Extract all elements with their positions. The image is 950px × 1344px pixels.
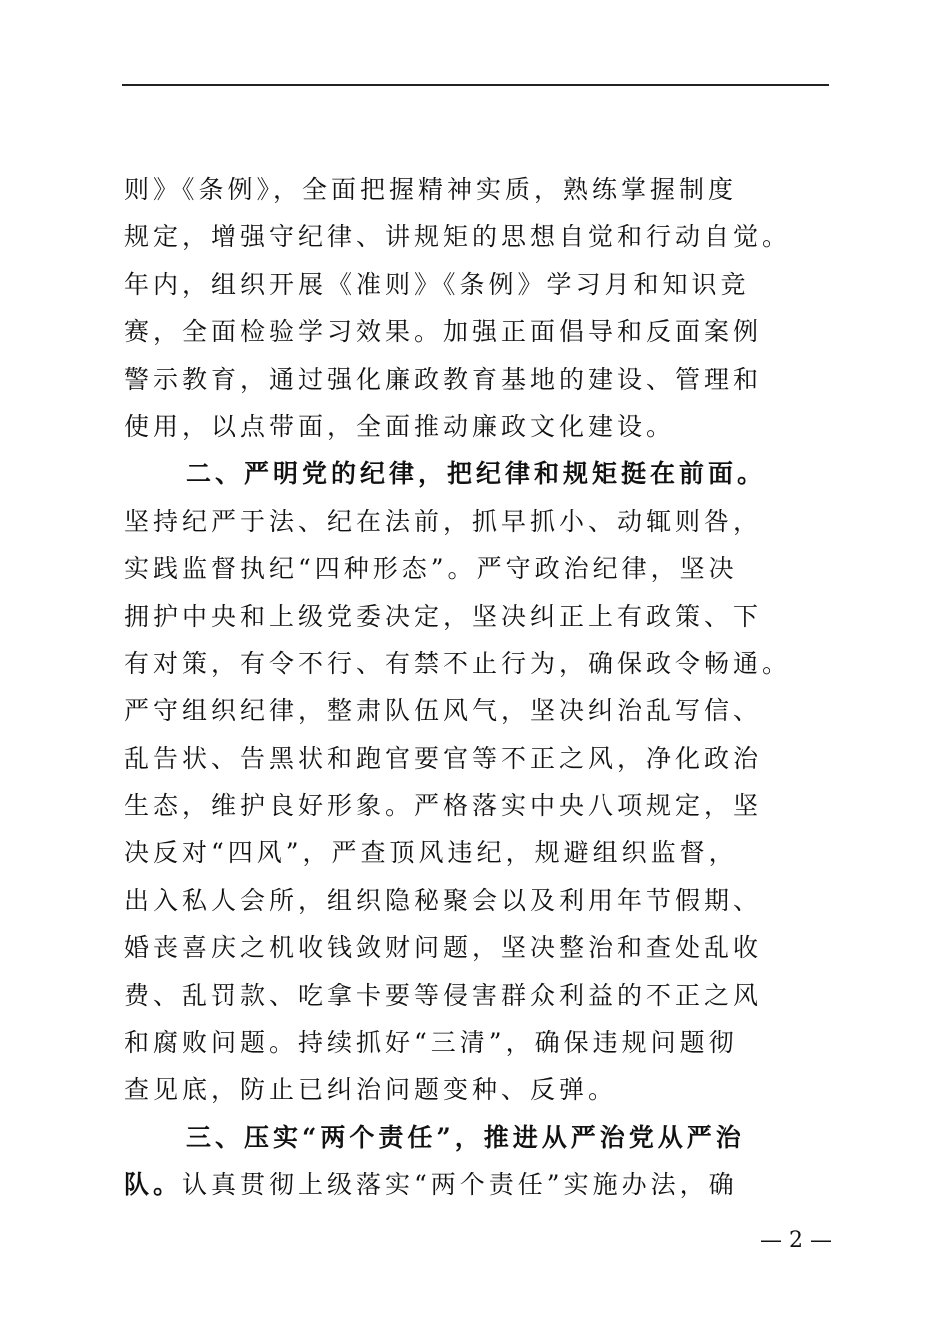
line-text: 赛，全面检验学习效果。加强正面倡导和反面案例: [124, 317, 763, 347]
text-line: [124, 687, 824, 734]
text-line: [124, 593, 824, 640]
line-text: 有对策，有令不行、有禁不止行为，确保政令畅通。: [124, 648, 792, 678]
line-text: 年内，组织开展《准则》《条例》学习月和知识竞: [124, 269, 750, 299]
text-line: [124, 1066, 824, 1113]
line-text: 和腐败问题。持续抓好“三清”，确保违规问题彻: [124, 1028, 738, 1058]
text-line: [124, 356, 824, 403]
line-text: 出入私人会所，组织隐秘聚会以及利用年节假期、: [124, 885, 763, 915]
line-text: 实践监督执纪“四种形态”。严守政治纪律，坚决: [124, 554, 738, 584]
text-line: [124, 1019, 824, 1066]
header-rule: [122, 84, 829, 86]
text-line: [124, 213, 824, 260]
text-line: [124, 782, 824, 829]
line-text: 拥护中央和上级党委决定，坚决纠正上有政策、下: [124, 601, 763, 631]
document-body: [124, 166, 824, 1209]
line-text: 乱告状、告黑状和跑官要官等不正之风，净化政治: [124, 743, 763, 773]
text-line: [124, 261, 824, 308]
line-text: 认真贯彻上级落实“两个责任”实施办法，确: [182, 1170, 738, 1200]
line-text: 坚持纪严于法、纪在法前，抓早抓小、动辄则咎，: [124, 506, 763, 536]
text-line: [124, 166, 824, 213]
line-text: 婚丧喜庆之机收钱敛财问题，坚决整治和查处乱收: [124, 933, 763, 963]
line-text: 决反对“四风”，严查顶风违纪，规避组织监督，: [124, 838, 738, 868]
line-text: 查见底，防止已纠治问题变种、反弹。: [124, 1075, 618, 1105]
section-heading: 队。: [124, 1170, 183, 1200]
page-number: — 2 —: [760, 1228, 832, 1253]
text-line: [124, 735, 824, 782]
text-line: [124, 403, 824, 450]
text-line: [124, 877, 824, 924]
line-text: 费、乱罚款、吃拿卡要等侵害群众利益的不正之风: [124, 980, 763, 1010]
line-text: 严守组织纪律，整肃队伍风气，坚决纠治乱写信、: [124, 696, 763, 726]
line-text: 警示教育，通过强化廉政教育基地的建设、管理和: [124, 364, 763, 394]
section-heading: 三、压实“两个责任”，推进从严治党从严治: [186, 1122, 745, 1152]
text-line: [124, 308, 824, 355]
line-text: 则》《条例》，全面把握精神实质，熟练掌握制度: [124, 175, 738, 204]
text-line: [124, 640, 824, 687]
line-text: 生态，维护良好形象。严格落实中央八项规定，坚: [124, 791, 763, 821]
text-line: [124, 450, 824, 497]
text-line: [124, 1114, 824, 1161]
text-line: [124, 972, 824, 1019]
text-line: [124, 924, 824, 971]
text-line: [124, 1161, 824, 1208]
line-text: 规定，增强守纪律、讲规矩的思想自觉和行动自觉。: [124, 222, 792, 252]
text-line: [124, 829, 824, 876]
text-line: [124, 545, 824, 592]
text-line: [124, 498, 824, 545]
line-text: 使用，以点带面，全面推动廉政文化建设。: [124, 411, 676, 441]
section-heading: 二、严明党的纪律，把纪律和规矩挺在前面。: [186, 459, 767, 489]
